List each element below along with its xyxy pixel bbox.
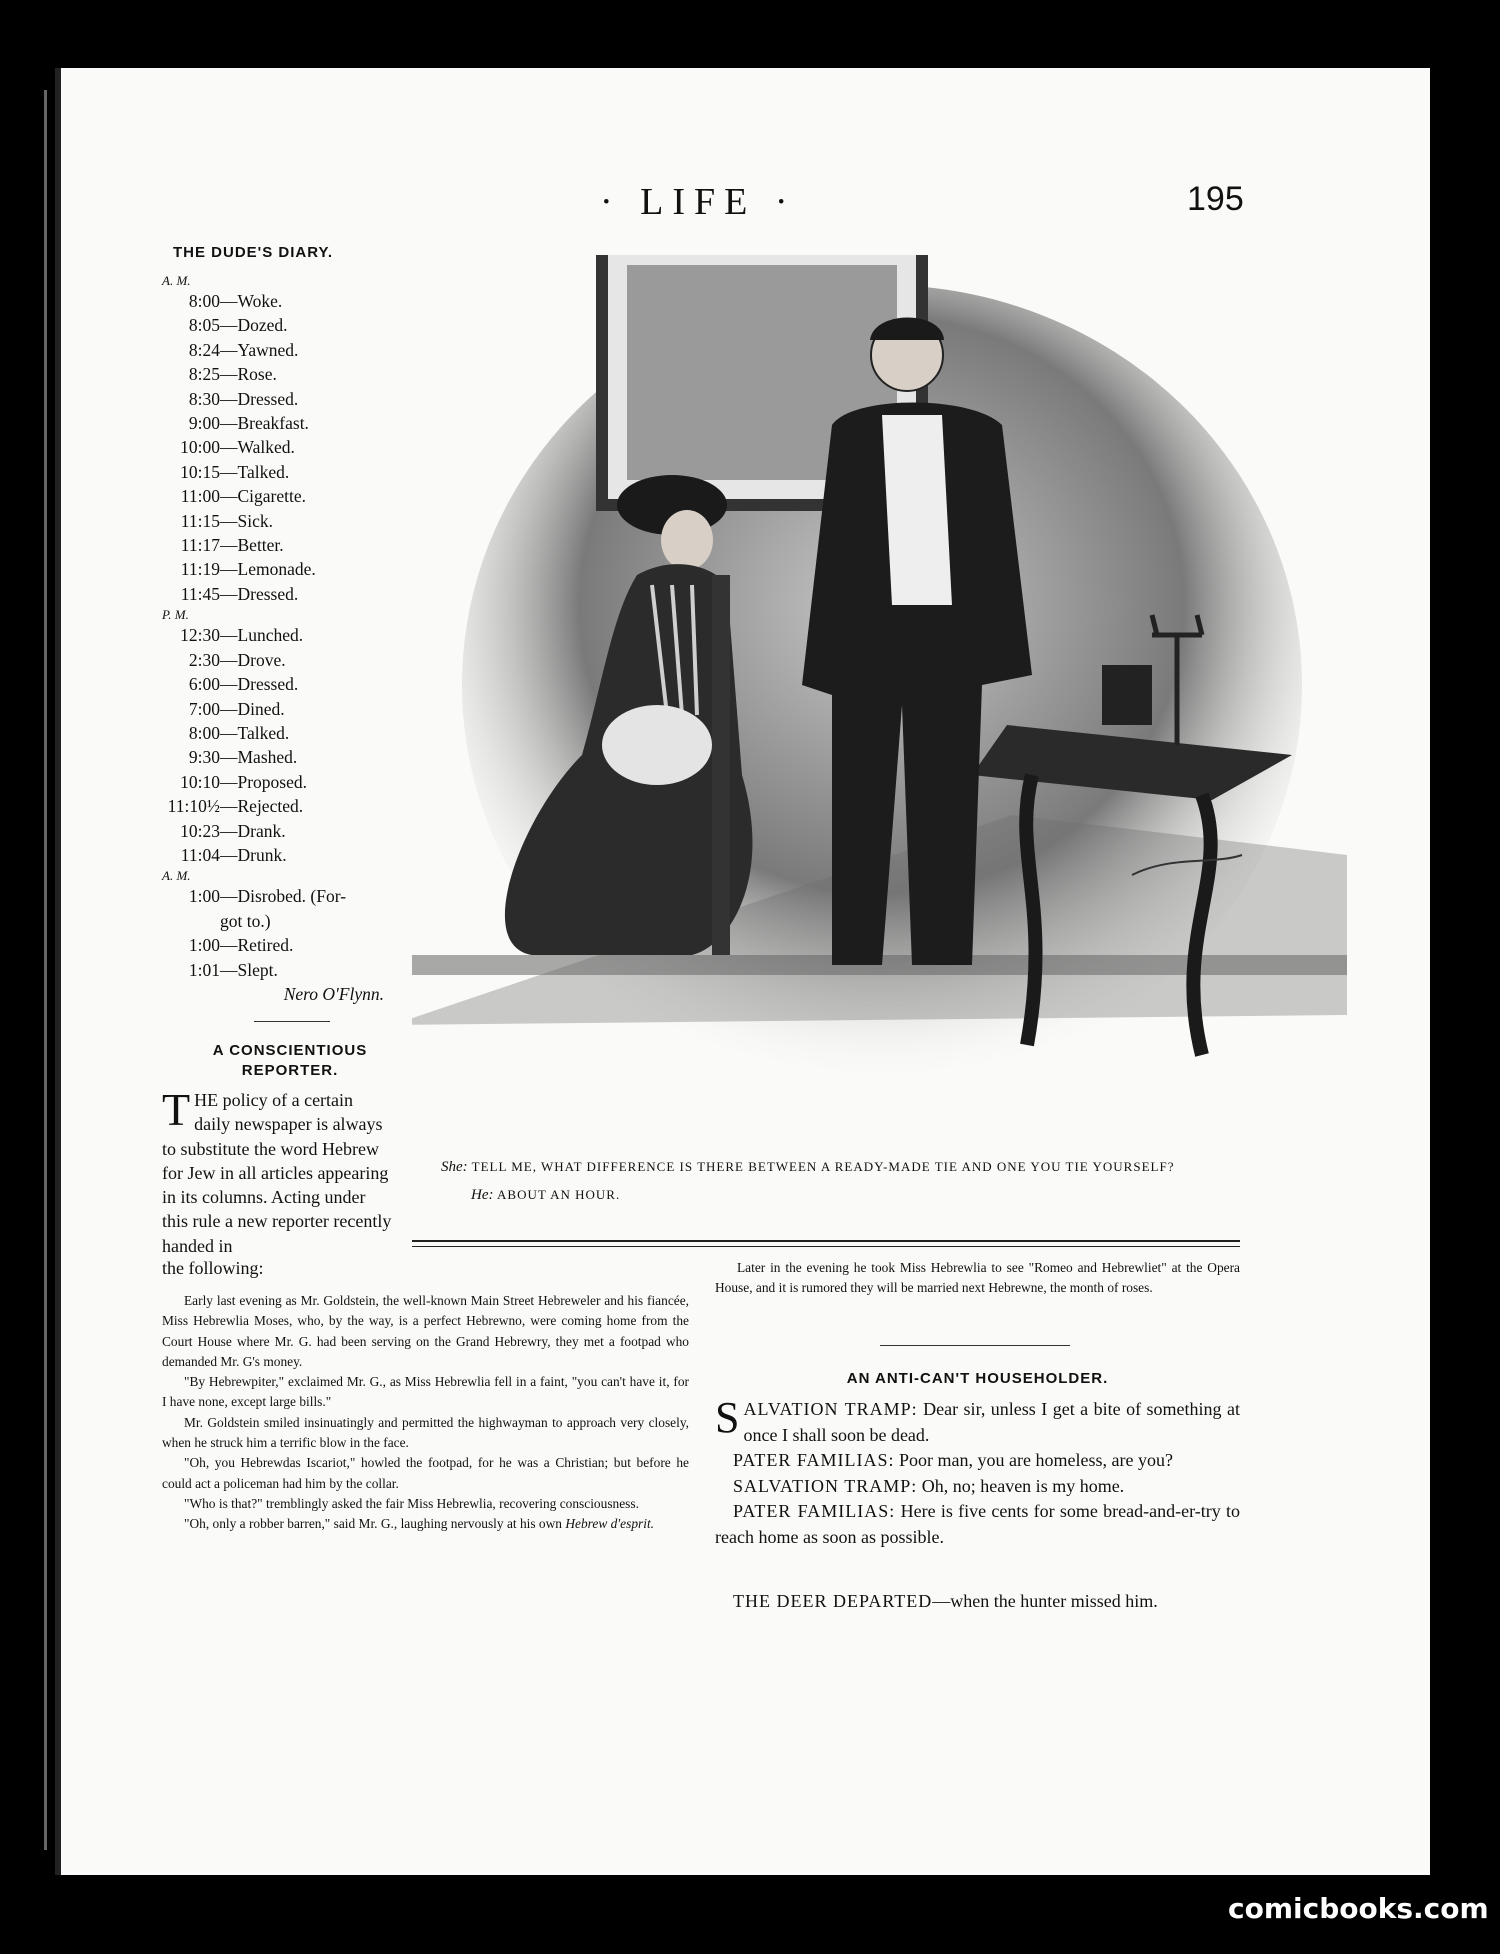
diary-entry (162, 909, 392, 933)
entry-time: 12:30 (180, 625, 220, 646)
cartoon-caption (441, 1153, 1201, 1209)
entry-time: 2:30 (188, 649, 220, 670)
entry-event: —Cigarette. (220, 486, 307, 507)
he-text: ABOUT AN HOUR. (497, 1187, 621, 1202)
entry-time: 11:45 (180, 583, 220, 604)
entry-time: 8:00 (188, 291, 220, 311)
pm-label: P. M. (162, 607, 189, 623)
diary-entry (162, 338, 392, 362)
woman-face (661, 510, 713, 570)
diary-entry (162, 387, 392, 411)
diary-entry (162, 623, 392, 647)
section-divider (254, 1021, 330, 1022)
diary-morning (162, 289, 392, 606)
reporter-lead (162, 1084, 392, 1258)
entry-event: —Talked. (220, 722, 290, 743)
entry-event: —Dressed. (220, 674, 299, 695)
dropcap-t: T (162, 1084, 191, 1135)
householder-dialogue (715, 1393, 1241, 1550)
caption-she (441, 1153, 1201, 1181)
entry-time: 11:10½ (167, 796, 220, 817)
entry-time: 8:00 (188, 722, 220, 743)
am2-label: A. M. (162, 868, 191, 884)
entry-event: —Dressed. (220, 388, 299, 409)
diary-entry (162, 884, 392, 908)
last-para-italic: Hebrew d'esprit. (565, 1516, 655, 1532)
diary-entry (162, 958, 392, 982)
reporter-title-line2: REPORTER. (241, 1062, 339, 1079)
man-waistcoat (882, 415, 952, 605)
masthead: · LIFE · (600, 181, 797, 223)
diary-entry (162, 794, 392, 818)
entry-event: —Breakfast. (220, 413, 309, 434)
entry-time: 8:30 (188, 388, 220, 409)
page-number: 195 (1187, 180, 1244, 218)
entry-time: 11:04 (180, 844, 220, 865)
entry-time: 6:00 (188, 674, 220, 695)
entry-time (162, 909, 220, 933)
diary-entry (162, 411, 392, 435)
diary-list (162, 272, 392, 1006)
entry-time: 10:10 (180, 771, 220, 792)
entry-event: —Walked. (220, 437, 295, 458)
diary-entry (162, 509, 392, 533)
last-para-text: "Oh, only a robber barren," said Mr. G., laughing nervously at his own (184, 1516, 562, 1532)
dropcap-s: S (715, 1393, 740, 1442)
dialogue-line (715, 1393, 1240, 1448)
diary-entry (162, 933, 392, 957)
caption-he (441, 1181, 1201, 1209)
line-text: Poor man, you are homeless, are you? (894, 1450, 1173, 1470)
diary-entry (162, 484, 392, 508)
entry-event: —Rose. (220, 364, 277, 385)
she-label: She: (441, 1159, 468, 1175)
entry-event: —Yawned. (220, 339, 299, 360)
diary-entry (162, 533, 392, 557)
entry-time: 10:00 (180, 437, 220, 458)
reporter-lead-cont: the following: (162, 1258, 264, 1278)
reporter-title-line1: A CONSCIENTIOUS (212, 1042, 368, 1059)
speaker: PATER FAMILIAS: (733, 1501, 896, 1521)
line-text: Here is five cents for some bread-and-er-try to reach home as soon as possible. (715, 1501, 1241, 1547)
reporter-continuation (715, 1258, 1240, 1299)
entry-time: 11:19 (180, 559, 220, 580)
diary-entry (162, 289, 392, 313)
diary-entry (162, 770, 392, 794)
section-divider (880, 1345, 1070, 1346)
entry-event: —Lunched. (220, 625, 304, 646)
site-watermark: comicbooks.com (1228, 1892, 1489, 1925)
chair-back (712, 575, 730, 955)
deer-joke (733, 1591, 1158, 1612)
diary-signature: Nero O'Flynn. (283, 983, 384, 1004)
entry-time: 9:30 (188, 747, 220, 768)
entry-event: —Disrobed. (For- (220, 886, 347, 907)
diary-entry (162, 819, 392, 843)
article-paragraph: Mr. Goldstein smiled insinuatingly and permitted the highwayman to approach very closely, when he struck him a terrific blow in the face. (162, 1414, 689, 1451)
continuation-paragraph: Later in the evening he took Miss Hebrewlia to see "Romeo and Hebrewliet" at the Opera House, and it is rumored they will be married next Hebrewne, the month of roses. (715, 1260, 1240, 1296)
diary-entry (162, 721, 392, 745)
entry-event: —Woke. (220, 291, 283, 311)
reporter-lead-text: HE policy of a certain daily newspaper is always to substitute the word Hebrew for Jew in all articles appearing in its columns. Acting under this rule a new reporter recently handed in (162, 1090, 392, 1256)
she-text: TELL ME, WHAT DIFFERENCE IS THERE BETWEEN A READY-MADE TIE AND ONE YOU TIE YOURSELF? (471, 1159, 1175, 1174)
article-paragraph: "By Hebrewpiter," exclaimed Mr. G., as Miss Hebrewlia fell in a faint, "you can't have it, for I have none, except large bills." (162, 1374, 689, 1410)
diary-entry (162, 313, 392, 337)
entry-event: —Sick. (220, 510, 273, 531)
diary-entry (162, 745, 392, 769)
entry-event: —Mashed. (220, 747, 298, 768)
entry-event: —Talked. (220, 461, 290, 482)
entry-event: —Lemonade. (220, 559, 316, 580)
diary-entry (162, 557, 392, 581)
diary-entry (162, 843, 392, 867)
line-text: Oh, no; heaven is my home. (917, 1475, 1125, 1496)
householder-title: AN ANTI-CAN'T HOUSEHOLDER. (846, 1370, 1109, 1387)
article-paragraph: Early last evening as Mr. Goldstein, the well-known Main Street Hebreweler and his fiancée, Miss Hebrewlia Moses, who, by the way, is a perfect Hebrewno, were coming home from the Court House where Mr. G. had been serving on the Grand Hebrewry, they met a footpad who demanded Mr. G's money. (162, 1293, 689, 1369)
reporter-title (150, 1041, 430, 1081)
line-text: Dear sir, unless I get a bite of something at once I shall soon be dead. (743, 1399, 1240, 1445)
entry-event: —Drove. (220, 649, 286, 670)
diary-afternoon (162, 623, 392, 867)
entry-event: —Rejected. (220, 796, 304, 817)
article-paragraph: "Oh, you Hebrewdas Iscariot," howled the footpad, for he was a Christian; but before he could act a policeman had him by the collar. (162, 1455, 689, 1491)
entry-time: 1:00 (188, 935, 220, 956)
speaker: PATER FAMILIAS: (733, 1450, 895, 1470)
entry-event: —Dozed. (220, 315, 288, 336)
entry-event: —Slept. (220, 959, 278, 980)
entry-event: —Drank. (220, 820, 286, 841)
entry-time: 10:15 (180, 461, 220, 482)
entry-event: —Better. (220, 535, 284, 556)
deer-text: —when the hunter missed him. (932, 1591, 1158, 1611)
diary-entry (162, 648, 392, 672)
article-paragraph: "Who is that?" tremblingly asked the fair Miss Hebrewlia, recovering consciousness. (184, 1495, 639, 1511)
entry-time: 10:23 (180, 820, 220, 841)
speaker: SALVATION TRAMP: (733, 1475, 918, 1496)
dialogue-line (715, 1448, 1240, 1474)
double-rule-top (412, 1240, 1240, 1242)
diary-night (162, 884, 392, 982)
entry-time: 7:00 (188, 698, 220, 719)
diary-entry (162, 672, 392, 696)
he-label: He: (471, 1187, 494, 1203)
diary-entry (162, 435, 392, 459)
deer-lead: THE DEER DEPARTED (733, 1591, 933, 1611)
dialogue-line (715, 1474, 1240, 1500)
entry-event: got to.) (220, 910, 271, 931)
muff (602, 705, 712, 785)
entry-time: 8:24 (188, 339, 220, 360)
entry-time: 9:00 (188, 413, 220, 434)
speaker: ALVATION TRAMP: (743, 1399, 918, 1419)
binding-gutter (55, 68, 61, 1875)
entry-time: 11:17 (180, 535, 220, 556)
dialogue-line (715, 1499, 1240, 1550)
entry-event: —Drunk. (220, 844, 287, 865)
am-label: A. M. (162, 273, 191, 288)
diary-entry (162, 362, 392, 386)
entry-event: —Dressed. (220, 583, 299, 604)
cartoon-illustration (412, 255, 1347, 1117)
diary-title: THE DUDE'S DIARY. (173, 244, 334, 261)
binding-edge (44, 90, 47, 1850)
entry-event: —Retired. (220, 935, 294, 956)
double-rule-bottom (412, 1246, 1240, 1247)
diary-entry (162, 460, 392, 484)
entry-time: 1:00 (188, 886, 220, 907)
entry-time: 8:05 (188, 315, 220, 336)
diary-entry (162, 697, 392, 721)
reporter-article (162, 1291, 689, 1535)
entry-event: —Dined. (220, 698, 285, 719)
entry-time: 8:25 (188, 364, 220, 385)
entry-event: —Proposed. (220, 771, 308, 792)
entry-time: 11:15 (180, 510, 220, 531)
entry-time: 11:00 (180, 486, 220, 507)
entry-time: 1:01 (188, 959, 220, 980)
article-paragraph-last (162, 1514, 689, 1534)
diary-entry (162, 582, 392, 606)
hat-box (1102, 665, 1152, 725)
